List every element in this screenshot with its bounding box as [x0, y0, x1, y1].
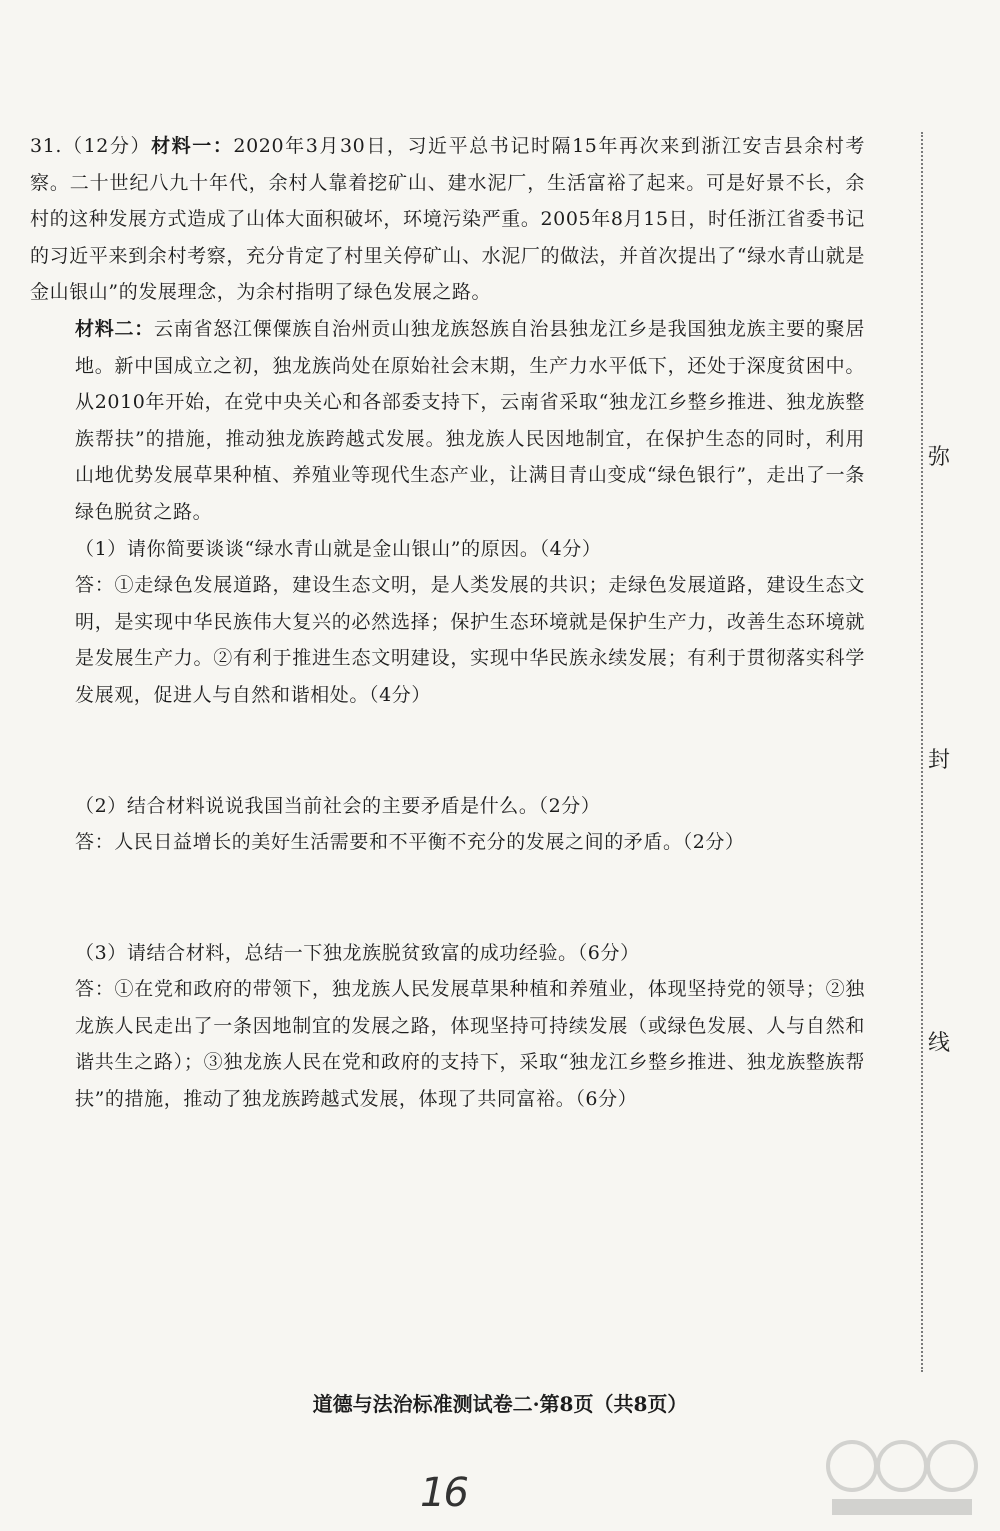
- binding-dotted-line: [921, 132, 923, 1372]
- material-one-paragraph: [30, 128, 865, 311]
- binding-char-feng: 封: [928, 748, 951, 773]
- material-two-text: 云南省怒江傈僳族自治州贡山独龙族怒族自治县独龙江乡是我国独龙族主要的聚居地。新中国成立之初，独龙族尚处在原始社会末期，生产力水平低下，还处于深度贫困中。从2010年开始，在党中央关心和各部委支持下，云南省采取“独龙江乡整乡推进、独龙族整族帮扶”的措施，推动独龙族跨越式发展。独龙族人民因地制宜，在保护生态的同时，利用山地优势发展草果种植、养殖业等现代生态产业，让满目青山变成“绿色银行”，走出了一条绿色脱贫之路。: [75, 317, 865, 523]
- watermark-logo-icon: [822, 1431, 982, 1521]
- footer-text: 道德与法治标准测试卷二·第8页（共8页）: [312, 1392, 688, 1416]
- material-one-text: 2020年3月30日，习近平总书记时隔15年再次来到浙江安吉县余村考察。二十世纪八九十年代，余村人靠着挖矿山、建水泥厂，生活富裕了起来。可是好景不长，余村的这种发展方式造成了山体大面积破坏，环境污染严重。2005年8月15日，时任浙江省委书记的习近平来到余村考察，充分肯定了村里关停矿山、水泥厂的做法，并首次提出了“绿水青山就是金山银山”的发展理念，为余村指明了绿色发展之路。: [30, 135, 865, 304]
- page-footer: [0, 1388, 1000, 1417]
- question-body: [30, 311, 865, 1118]
- material-two-paragraph: [75, 311, 865, 531]
- material-one-label: 材料一：: [151, 135, 234, 157]
- binding-char-mi: 弥: [928, 445, 951, 470]
- handwritten-page-number: 16: [420, 1470, 467, 1516]
- sub-question-2: （2）结合材料说说我国当前社会的主要矛盾是什么。（2分）: [75, 794, 601, 817]
- binding-char-xian: 线: [928, 1031, 951, 1056]
- answer-3: 答：①在党和政府的带领下，独龙族人民发展草果种植和养殖业，体现坚持党的领导；②独龙族人民走出了一条因地制宜的发展之路，体现坚持可持续发展（或绿色发展、人与自然和谐共生之路）；③独龙族人民在党和政府的支持下，采取“独龙江乡整乡推进、独龙族整族帮扶”的措施，推动了独龙族跨越式发展，体现了共同富裕。（6分）: [75, 978, 865, 1111]
- material-two-label: 材料二：: [75, 317, 155, 340]
- answer-2: 答：人民日益增长的美好生活需要和不平衡不充分的发展之间的矛盾。（2分）: [75, 831, 745, 854]
- answer-1: 答：①走绿色发展道路，建设生态文明，是人类发展的共识；走绿色发展道路，建设生态文明，是实现中华民族伟大复兴的必然选择；保护生态环境就是保护生产力，改善生态环境就是发展生产力。②有利于推进生态文明建设，实现中华民族永续发展；有利于贯彻落实科学发展观，促进人与自然和谐相处。（4分）: [75, 574, 865, 706]
- question-score: （12分）: [62, 135, 152, 157]
- sub-question-3: （3）请结合材料，总结一下独龙族脱贫致富的成功经验。（6分）: [75, 941, 640, 964]
- question-31: [30, 128, 865, 1118]
- question-number: 31.: [30, 135, 63, 157]
- sub-question-1: （1）请你简要谈谈“绿水青山就是金山银山”的原因。（4分）: [75, 537, 602, 560]
